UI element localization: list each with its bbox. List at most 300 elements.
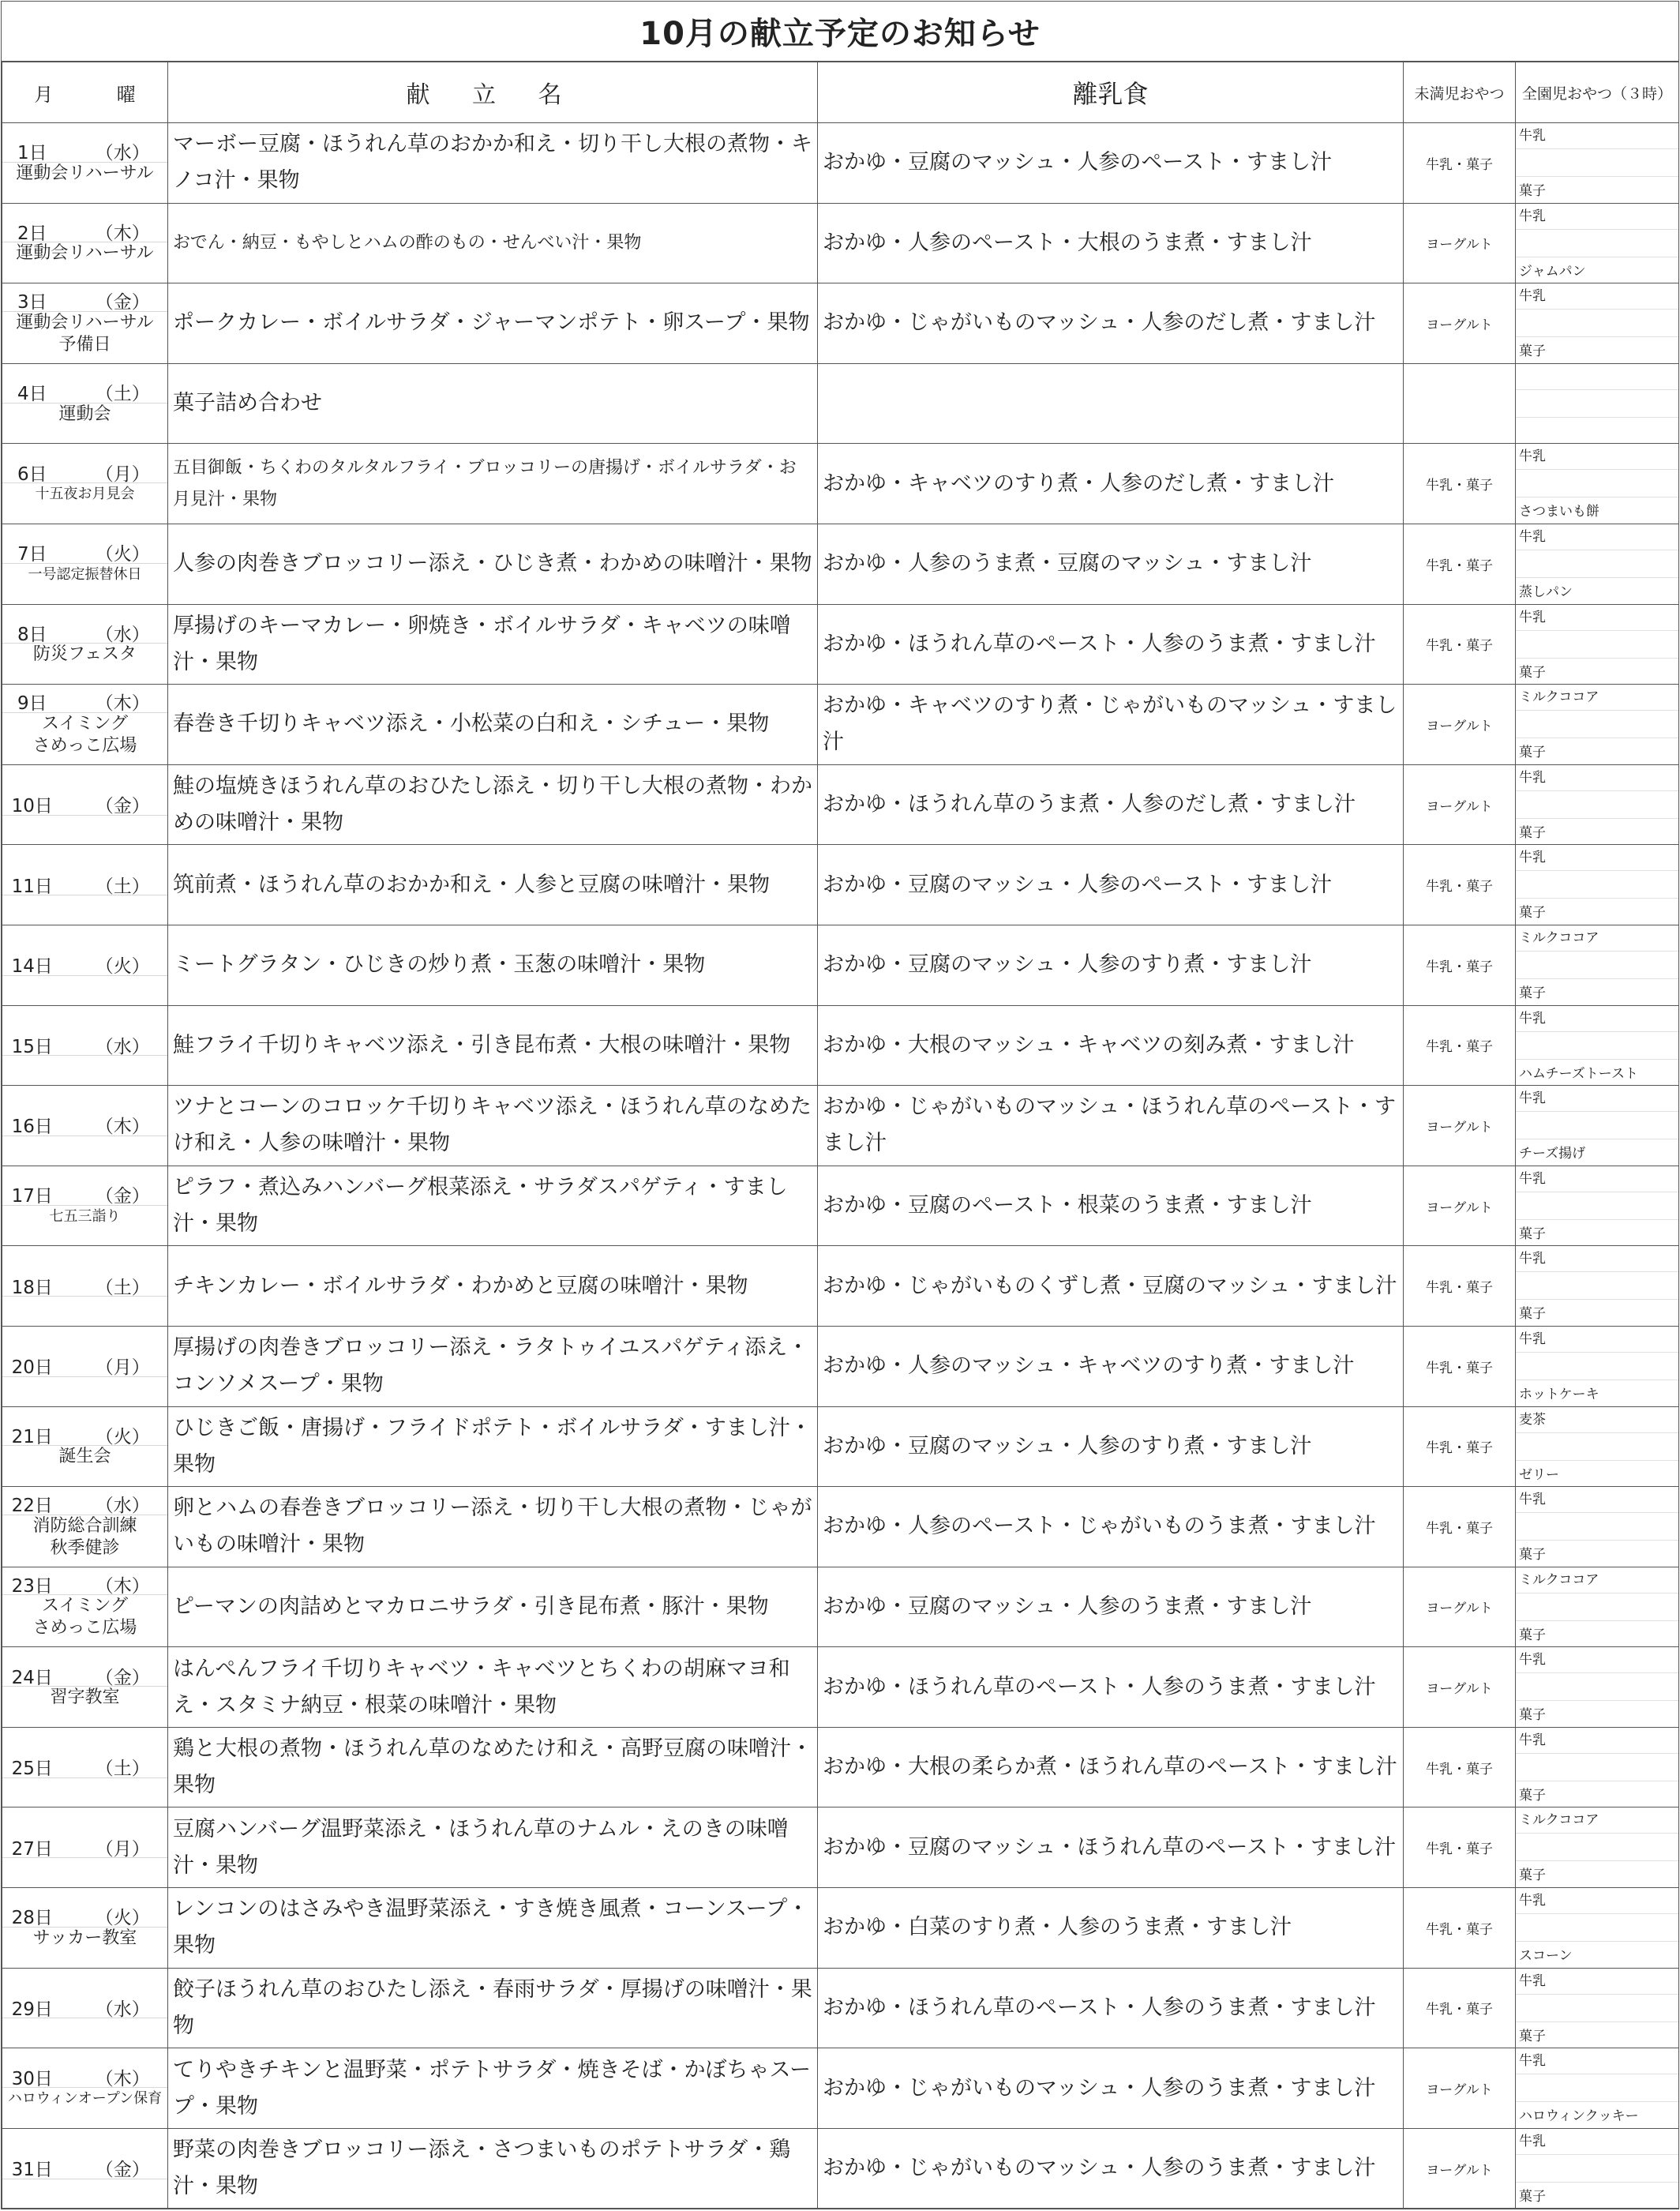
weekday-label: （火） <box>95 1908 150 1929</box>
baby-food-cell: おかゆ・豆腐のマッシュ・人参のすり煮・すまし汁 <box>818 925 1404 1005</box>
snack-drink: 麦茶 <box>1516 1407 1678 1433</box>
table-row <box>2 1487 1679 1567</box>
snack-food: 菓子 <box>1519 745 1546 761</box>
menu-cell: 鮭の塩焼きほうれん草のおひたし添え・切り干し大根の煮物・わかめの味噌汁・果物 <box>168 764 818 845</box>
day-label: 11日 <box>11 876 53 897</box>
menu-cell: 厚揚げの肉巻きブロッコリー添え・ラタトゥイユスパゲティ添え・コンソメスープ・果物 <box>168 1326 818 1406</box>
date-cell <box>2 2128 168 2209</box>
table-row <box>2 1326 1679 1406</box>
date-cell <box>2 1888 168 1969</box>
snack-food: 菓子 <box>1519 1707 1546 1724</box>
table-row <box>2 1086 1679 1166</box>
event-list <box>2 1446 167 1468</box>
young-snack-cell: ヨーグルト <box>1404 1647 1516 1728</box>
date-cell <box>2 1647 168 1728</box>
snack-divider <box>1516 1112 1678 1139</box>
event-label: 一号認定振替休日 <box>28 565 142 583</box>
snack-drink: 牛乳 <box>1516 1086 1678 1112</box>
menu-cell: 野菜の肉巻きブロッコリー添え・さつまいものポテトサラダ・鶏汁・果物 <box>168 2128 818 2209</box>
table-row <box>2 685 1679 765</box>
snack-food: 菓子 <box>1519 1868 1546 1884</box>
baby-food-cell: おかゆ・ほうれん草のうま煮・人参のだし煮・すまし汁 <box>818 764 1404 845</box>
day-label: 17日 <box>11 1186 53 1207</box>
table-row <box>2 845 1679 925</box>
snack-food: 菓子 <box>1519 1547 1546 1563</box>
table-row <box>2 363 1679 444</box>
event-list <box>2 1595 167 1639</box>
all-snack-cell <box>1516 2128 1679 2209</box>
all-snack-cell <box>1516 1647 1679 1728</box>
snack-food: 菓子 <box>1519 985 1546 1001</box>
header-menu: 献 立 名 <box>168 62 818 123</box>
snack-food: チーズ揚げ <box>1519 1146 1586 1162</box>
young-snack-cell: ヨーグルト <box>1404 1086 1516 1166</box>
young-snack-cell: 牛乳・菓子 <box>1404 1005 1516 1086</box>
weekday-label: （水） <box>95 1496 150 1517</box>
day-label: 8日 <box>17 624 47 645</box>
young-snack-cell: 牛乳・菓子 <box>1404 1727 1516 1807</box>
snack-drink: 牛乳 <box>1516 283 1678 310</box>
young-snack-cell: ヨーグルト <box>1404 764 1516 845</box>
date-cell <box>2 1487 168 1567</box>
weekday-label: （水） <box>95 1999 150 2020</box>
weekday-label: （木） <box>95 1575 150 1597</box>
snack-food <box>1516 418 1678 443</box>
young-snack-cell: 牛乳・菓子 <box>1404 1968 1516 2048</box>
date-cell <box>2 1406 168 1487</box>
date-cell <box>2 203 168 283</box>
weekday-label: （金） <box>95 796 150 817</box>
baby-food-cell <box>818 363 1404 444</box>
all-snack-cell <box>1516 1567 1679 1647</box>
menu-cell: 菓子詰め合わせ <box>168 363 818 444</box>
snack-drink: 牛乳 <box>1516 1647 1678 1673</box>
snack-food: 菓子 <box>1519 1226 1546 1242</box>
menu-table <box>2 62 1679 2209</box>
day-label: 24日 <box>11 1667 53 1688</box>
snack-divider <box>1516 470 1678 497</box>
event-label: 十五夜お月見会 <box>35 486 135 503</box>
day-label: 10日 <box>11 796 53 817</box>
date-cell <box>2 2048 168 2129</box>
all-snack-cell <box>1516 604 1679 685</box>
young-snack-cell: 牛乳・菓子 <box>1404 1888 1516 1969</box>
menu-cell: 人参の肉巻きブロッコリー添え・ひじき煮・わかめの味噌汁・果物 <box>168 524 818 604</box>
menu-rows <box>2 123 1679 2209</box>
event-list <box>2 1515 167 1560</box>
date-cell <box>2 1727 168 1807</box>
baby-food-cell: おかゆ・ほうれん草のペースト・人参のうま煮・すまし汁 <box>818 1968 1404 2048</box>
menu-cell: 五目御飯・ちくわのタルタルフライ・ブロッコリーの唐揚げ・ボイルサラダ・お月見汁・果物 <box>168 444 818 524</box>
all-snack-cell <box>1516 1888 1679 1969</box>
snack-food: さつまいも餅 <box>1519 504 1599 520</box>
menu-cell: 餃子ほうれん草のおひたし添え・春雨サラダ・厚揚げの味噌汁・果物 <box>168 1968 818 2048</box>
menu-cell: チキンカレー・ボイルサラダ・わかめと豆腐の味噌汁・果物 <box>168 1246 818 1327</box>
menu-cell: ツナとコーンのコロッケ千切りキャベツ添え・ほうれん草のなめたけ和え・人参の味噌汁・果物 <box>168 1086 818 1166</box>
snack-drink: 牛乳 <box>1516 2048 1678 2074</box>
day-label: 25日 <box>11 1759 53 1780</box>
baby-food-cell: おかゆ・豆腐のペースト・根菜のうま煮・すまし汁 <box>818 1166 1404 1246</box>
event-list <box>2 312 167 356</box>
table-row <box>2 2048 1679 2129</box>
date-cell <box>2 123 168 204</box>
baby-food-cell: おかゆ・大根の柔らか煮・ほうれん草のペースト・すまし汁 <box>818 1727 1404 1807</box>
snack-divider <box>1516 1673 1678 1701</box>
table-row <box>2 1567 1679 1647</box>
table-row <box>2 1246 1679 1327</box>
snack-divider <box>1516 1032 1678 1060</box>
young-snack-cell: 牛乳・菓子 <box>1404 524 1516 604</box>
all-snack-cell <box>1516 1086 1679 1166</box>
day-label: 1日 <box>17 143 47 164</box>
day-label: 21日 <box>11 1426 53 1447</box>
baby-food-cell: おかゆ・人参のマッシュ・キャベツのすり煮・すまし汁 <box>818 1326 1404 1406</box>
snack-divider <box>1516 1433 1678 1461</box>
snack-drink: 牛乳 <box>1516 1969 1678 1995</box>
snack-divider <box>1516 1754 1678 1781</box>
date-cell <box>2 1968 168 2048</box>
snack-drink: 牛乳 <box>1516 123 1678 149</box>
snack-divider <box>1516 1192 1678 1220</box>
event-label: 運動会リハーサル <box>16 163 154 183</box>
day-label: 9日 <box>17 693 47 715</box>
all-snack-cell <box>1516 1487 1679 1567</box>
snack-drink: 牛乳 <box>1516 1487 1678 1513</box>
snack-divider <box>1516 1513 1678 1541</box>
day-label: 23日 <box>11 1575 53 1597</box>
snack-food: 菓子 <box>1519 1306 1546 1323</box>
snack-divider <box>1516 1914 1678 1942</box>
day-label: 22日 <box>11 1496 53 1517</box>
snack-food: 菓子 <box>1519 1627 1546 1643</box>
all-snack-cell <box>1516 203 1679 283</box>
young-snack-cell: 牛乳・菓子 <box>1404 444 1516 524</box>
event-label: 運動会リハーサル <box>16 312 154 332</box>
day-label: 15日 <box>11 1036 53 1057</box>
snack-food: スコーン <box>1519 1948 1573 1965</box>
snack-divider <box>1516 149 1678 177</box>
event-label: 防災フェスタ <box>33 644 137 665</box>
young-snack-cell: ヨーグルト <box>1404 2048 1516 2129</box>
table-row <box>2 444 1679 524</box>
young-snack-cell: 牛乳・菓子 <box>1404 604 1516 685</box>
table-row <box>2 925 1679 1005</box>
weekday-label: （火） <box>95 1426 150 1447</box>
day-label: 20日 <box>11 1357 53 1379</box>
weekday-label: （土） <box>95 1277 150 1298</box>
snack-divider <box>1516 791 1678 819</box>
weekday-label: （土） <box>95 384 150 405</box>
baby-food-cell: おかゆ・じゃがいものマッシュ・人参のだし煮・すまし汁 <box>818 283 1404 364</box>
table-row <box>2 1005 1679 1086</box>
snack-divider <box>1516 2155 1678 2183</box>
snack-drink: 牛乳 <box>1516 845 1678 871</box>
weekday-label: （土） <box>95 1759 150 1780</box>
young-snack-cell: ヨーグルト <box>1404 283 1516 364</box>
young-snack-cell: 牛乳・菓子 <box>1404 1406 1516 1487</box>
event-list <box>2 564 167 586</box>
snack-drink: ミルクココア <box>1516 685 1678 711</box>
table-row <box>2 764 1679 845</box>
event-label: サッカー教室 <box>32 1928 137 1948</box>
snack-drink: 牛乳 <box>1516 1166 1678 1192</box>
baby-food-cell: おかゆ・豆腐のマッシュ・人参のペースト・すまし汁 <box>818 123 1404 204</box>
event-label: 七五三詣り <box>49 1207 121 1225</box>
snack-divider <box>1516 1995 1678 2022</box>
date-cell <box>2 925 168 1005</box>
young-snack-cell: 牛乳・菓子 <box>1404 1487 1516 1567</box>
date-cell <box>2 1807 168 1888</box>
young-snack-cell: 牛乳・菓子 <box>1404 1326 1516 1406</box>
table-row <box>2 283 1679 364</box>
event-list <box>2 713 167 757</box>
weekday-label: （金） <box>95 1667 150 1688</box>
snack-food: 菓子 <box>1519 664 1546 681</box>
snack-drink: ミルクココア <box>1516 1807 1678 1834</box>
baby-food-cell: おかゆ・キャベツのすり煮・じゃがいものマッシュ・すまし汁 <box>818 685 1404 765</box>
date-cell <box>2 1246 168 1327</box>
snack-food: 菓子 <box>1519 1787 1546 1804</box>
snack-food: 菓子 <box>1519 2028 1546 2044</box>
young-snack-cell: 牛乳・菓子 <box>1404 1246 1516 1327</box>
weekday-label: （水） <box>95 1036 150 1057</box>
snack-divider <box>1516 952 1678 979</box>
table-row <box>2 524 1679 604</box>
menu-cell: レンコンのはさみやき温野菜添え・すき焼き風煮・コーンスープ・果物 <box>168 1888 818 1969</box>
snack-drink: 牛乳 <box>1516 444 1678 470</box>
snack-divider <box>1516 871 1678 899</box>
snack-divider <box>1516 230 1678 257</box>
weekday-label: （金） <box>95 2160 150 2181</box>
header-date <box>2 62 168 123</box>
menu-cell: ピラフ・煮込みハンバーグ根菜添え・サラダスパゲティ・すまし汁・果物 <box>168 1166 818 1246</box>
all-snack-cell <box>1516 1005 1679 1086</box>
snack-drink: ミルクココア <box>1516 925 1678 952</box>
all-snack-cell <box>1516 524 1679 604</box>
snack-food: ホットケーキ <box>1519 1386 1599 1402</box>
all-snack-cell <box>1516 1166 1679 1246</box>
all-snack-cell <box>1516 363 1679 444</box>
young-snack-cell: ヨーグルト <box>1404 2128 1516 2209</box>
event-list <box>2 242 167 265</box>
table-row <box>2 203 1679 283</box>
table-row <box>2 604 1679 685</box>
day-label: 18日 <box>11 1277 53 1298</box>
young-snack-cell: ヨーグルト <box>1404 1567 1516 1647</box>
menu-cell: てりやきチキンと温野菜・ポテトサラダ・焼きそば・かぼちゃスープ・果物 <box>168 2048 818 2129</box>
snack-food: 蒸しパン <box>1519 584 1573 600</box>
young-snack-cell: 牛乳・菓子 <box>1404 123 1516 204</box>
snack-food: ハムチーズトースト <box>1519 1065 1638 1082</box>
menu-cell: おでん・納豆・もやしとハムの酢のもの・せんべい汁・果物 <box>168 203 818 283</box>
baby-food-cell: おかゆ・人参のペースト・大根のうま煮・すまし汁 <box>818 203 1404 283</box>
snack-drink: 牛乳 <box>1516 1006 1678 1032</box>
menu-cell: はんぺんフライ千切りキャベツ・キャベツとちくわの胡麻マヨ和え・スタミナ納豆・根菜の味噌汁・果物 <box>168 1647 818 1728</box>
menu-cell: 厚揚げのキーマカレー・卵焼き・ボイルサラダ・キャベツの味噌汁・果物 <box>168 604 818 685</box>
snack-food: ハロウィンクッキー <box>1519 2108 1639 2125</box>
snack-food: 菓子 <box>1519 905 1546 922</box>
weekday-label: （金） <box>95 292 150 313</box>
snack-divider <box>1516 1834 1678 1861</box>
day-label: 16日 <box>11 1117 53 1138</box>
menu-cell: ひじきご飯・唐揚げ・フライドポテト・ボイルサラダ・すまし汁・果物 <box>168 1406 818 1487</box>
snack-food: 菓子 <box>1519 2188 1546 2205</box>
baby-food-cell: おかゆ・じゃがいものマッシュ・ほうれん草のペースト・すまし汁 <box>818 1086 1404 1166</box>
table-row <box>2 1807 1679 1888</box>
table-row <box>2 1647 1679 1728</box>
baby-food-cell: おかゆ・ほうれん草のペースト・人参のうま煮・すまし汁 <box>818 1647 1404 1728</box>
all-snack-cell <box>1516 764 1679 845</box>
event-label: 予備日 <box>58 334 111 355</box>
baby-food-cell: おかゆ・キャベツのすり煮・人参のだし煮・すまし汁 <box>818 444 1404 524</box>
event-label: 消防総合訓練 <box>32 1515 137 1536</box>
snack-divider <box>1516 1272 1678 1300</box>
table-row <box>2 1968 1679 2048</box>
event-list <box>2 404 167 426</box>
all-snack-cell <box>1516 1246 1679 1327</box>
weekday-label: （月） <box>95 1357 150 1379</box>
day-label: 30日 <box>11 2068 53 2089</box>
table-row <box>2 123 1679 204</box>
young-snack-cell: ヨーグルト <box>1404 685 1516 765</box>
snack-drink <box>1516 364 1678 390</box>
date-cell <box>2 363 168 444</box>
day-label: 7日 <box>17 544 47 565</box>
day-label: 27日 <box>11 1838 53 1860</box>
day-label: 3日 <box>17 292 47 313</box>
weekday-label: （火） <box>95 956 150 978</box>
menu-cell: ポークカレー・ボイルサラダ・ジャーマンポテト・卵スープ・果物 <box>168 283 818 364</box>
all-snack-cell <box>1516 2048 1679 2129</box>
snack-food: 菓子 <box>1519 824 1546 841</box>
menu-cell: 春巻き千切りキャベツ添え・小松菜の白和え・シチュー・果物 <box>168 685 818 765</box>
event-label: さめっこ広場 <box>32 1618 137 1639</box>
event-label: 誕生会 <box>58 1447 111 1467</box>
weekday-label: （木） <box>95 693 150 715</box>
snack-divider <box>1516 1593 1678 1621</box>
snack-drink: 牛乳 <box>1516 765 1678 791</box>
menu-cell: 卵とハムの春巻きブロッコリー添え・切り干し大根の煮物・じゃがいもの味噌汁・果物 <box>168 1487 818 1567</box>
snack-drink: ミルクココア <box>1516 1567 1678 1593</box>
table-row <box>2 1406 1679 1487</box>
page-title: 10月の献立予定のお知らせ <box>2 2 1678 62</box>
day-label: 31日 <box>11 2160 53 2181</box>
all-snack-cell <box>1516 1807 1679 1888</box>
weekday-label: （水） <box>95 624 150 645</box>
event-label: ハロウィンオープン保育 <box>7 2090 163 2108</box>
event-list <box>2 1206 167 1228</box>
event-list <box>2 1687 167 1709</box>
event-label: 運動会 <box>58 404 111 424</box>
header-row <box>2 62 1679 123</box>
snack-drink: 牛乳 <box>1516 1728 1678 1754</box>
date-cell <box>2 845 168 925</box>
table-row <box>2 1727 1679 1807</box>
baby-food-cell: おかゆ・豆腐のマッシュ・人参のすり煮・すまし汁 <box>818 1406 1404 1487</box>
snack-food: ジャムパン <box>1519 263 1586 280</box>
event-list <box>2 163 167 185</box>
snack-divider <box>1516 1353 1678 1380</box>
weekday-label: （木） <box>95 223 150 244</box>
baby-food-cell: おかゆ・じゃがいものマッシュ・人参のうま煮・すまし汁 <box>818 2048 1404 2129</box>
event-label: さめっこ広場 <box>32 735 137 756</box>
day-label: 28日 <box>11 1908 53 1929</box>
date-cell <box>2 1567 168 1647</box>
weekday-label: （月） <box>95 464 150 485</box>
event-label: スイミング <box>41 713 129 734</box>
snack-divider <box>1516 2074 1678 2102</box>
baby-food-cell: おかゆ・じゃがいものマッシュ・人参のうま煮・すまし汁 <box>818 2128 1404 2209</box>
day-label: 14日 <box>11 956 53 978</box>
snack-drink: 牛乳 <box>1516 2129 1678 2155</box>
snack-drink: 牛乳 <box>1516 204 1678 230</box>
weekday-label: （水） <box>95 143 150 164</box>
snack-drink: 牛乳 <box>1516 524 1678 550</box>
event-label: 運動会リハーサル <box>16 243 154 264</box>
date-cell <box>2 604 168 685</box>
baby-food-cell: おかゆ・ほうれん草のペースト・人参のうま煮・すまし汁 <box>818 604 1404 685</box>
menu-cell: 鮭フライ千切りキャベツ添え・引き昆布煮・大根の味噌汁・果物 <box>168 1005 818 1086</box>
all-snack-cell <box>1516 685 1679 765</box>
young-snack-cell: 牛乳・菓子 <box>1404 845 1516 925</box>
snack-divider <box>1516 711 1678 738</box>
date-cell <box>2 444 168 524</box>
table-row <box>2 1166 1679 1246</box>
date-cell <box>2 764 168 845</box>
day-label: 29日 <box>11 1999 53 2020</box>
young-snack-cell: 牛乳・菓子 <box>1404 925 1516 1005</box>
snack-food: ゼリー <box>1519 1466 1559 1483</box>
date-cell <box>2 283 168 364</box>
header-month: 月 <box>34 83 54 106</box>
date-cell <box>2 685 168 765</box>
snack-drink: 牛乳 <box>1516 1888 1678 1914</box>
table-row <box>2 1888 1679 1969</box>
baby-food-cell: おかゆ・白菜のすり煮・人参のうま煮・すまし汁 <box>818 1888 1404 1969</box>
event-list <box>2 2088 167 2110</box>
date-cell <box>2 1326 168 1406</box>
young-snack-cell <box>1404 363 1516 444</box>
header-young-snack: 未満児おやつ <box>1404 62 1516 123</box>
weekday-label: （金） <box>95 1186 150 1207</box>
menu-cell: 豆腐ハンバーグ温野菜添え・ほうれん草のナムル・えのきの味噌汁・果物 <box>168 1807 818 1888</box>
date-cell <box>2 1166 168 1246</box>
snack-divider <box>1516 390 1678 418</box>
menu-cell: ピーマンの肉詰めとマカロニサラダ・引き昆布煮・豚汁・果物 <box>168 1567 818 1647</box>
event-label: 習字教室 <box>50 1687 120 1708</box>
weekday-label: （土） <box>95 876 150 897</box>
young-snack-cell: ヨーグルト <box>1404 203 1516 283</box>
snack-food: 菓子 <box>1519 343 1546 360</box>
snack-drink: 牛乳 <box>1516 1327 1678 1353</box>
menu-cell: 鶏と大根の煮物・ほうれん草のなめたけ和え・高野豆腐の味噌汁・果物 <box>168 1727 818 1807</box>
menu-cell: マーボー豆腐・ほうれん草のおかか和え・切り干し大根の煮物・キノコ汁・果物 <box>168 123 818 204</box>
date-cell <box>2 1086 168 1166</box>
young-snack-cell: ヨーグルト <box>1404 1166 1516 1246</box>
header-weekday: 曜 <box>116 83 136 106</box>
table-row <box>2 2128 1679 2209</box>
all-snack-cell <box>1516 925 1679 1005</box>
menu-cell: ミートグラタン・ひじきの炒り煮・玉葱の味噌汁・果物 <box>168 925 818 1005</box>
header-baby-food: 離乳食 <box>818 62 1404 123</box>
snack-divider <box>1516 310 1678 337</box>
all-snack-cell <box>1516 1406 1679 1487</box>
all-snack-cell <box>1516 444 1679 524</box>
all-snack-cell <box>1516 1968 1679 2048</box>
event-label: スイミング <box>41 1596 129 1616</box>
weekday-label: （木） <box>95 2068 150 2089</box>
event-list <box>2 1928 167 1950</box>
